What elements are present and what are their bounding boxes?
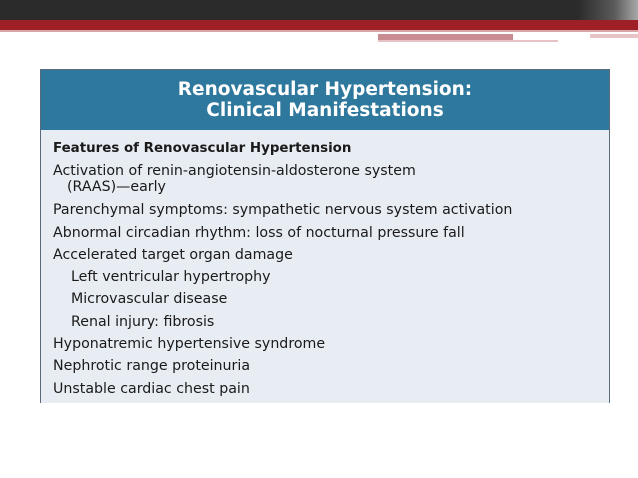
table-row: Hyponatremic hypertensive syndrome <box>53 336 326 353</box>
top-dark-band <box>0 0 638 20</box>
table-row: (RAAS)—early <box>67 179 166 196</box>
table-row: Parenchymal symptoms: sympathetic nervous system activation <box>53 202 513 219</box>
table-row: Accelerated target organ damage <box>53 246 293 263</box>
table-row: Nephrotic range proteinuria <box>53 358 251 375</box>
table-body <box>41 130 609 400</box>
table-title-line2: Clinical Manifestations <box>206 100 444 121</box>
top-band-fade <box>578 0 638 20</box>
accent-bar-thin <box>378 40 558 42</box>
table-row: Unstable cardiac chest pain <box>53 380 250 397</box>
section-heading: Features of Renovascular Hypertension <box>53 141 352 156</box>
top-red-thin-line <box>0 30 638 32</box>
table-row: Activation of renin-angiotensin-aldosterone system <box>53 163 416 179</box>
accent-bar-right <box>590 34 638 38</box>
top-red-band <box>0 20 638 30</box>
table-row: Left ventricular hypertrophy <box>71 269 271 286</box>
table-header <box>41 70 609 130</box>
table-title-line1: Renovascular Hypertension: <box>177 79 473 100</box>
manifestations-table <box>40 69 610 403</box>
table-row: Abnormal circadian rhythm: loss of nocturnal pressure fall <box>53 224 465 241</box>
table-row: Microvascular disease <box>71 291 228 308</box>
table-row: Renal injury: fibrosis <box>71 313 215 330</box>
